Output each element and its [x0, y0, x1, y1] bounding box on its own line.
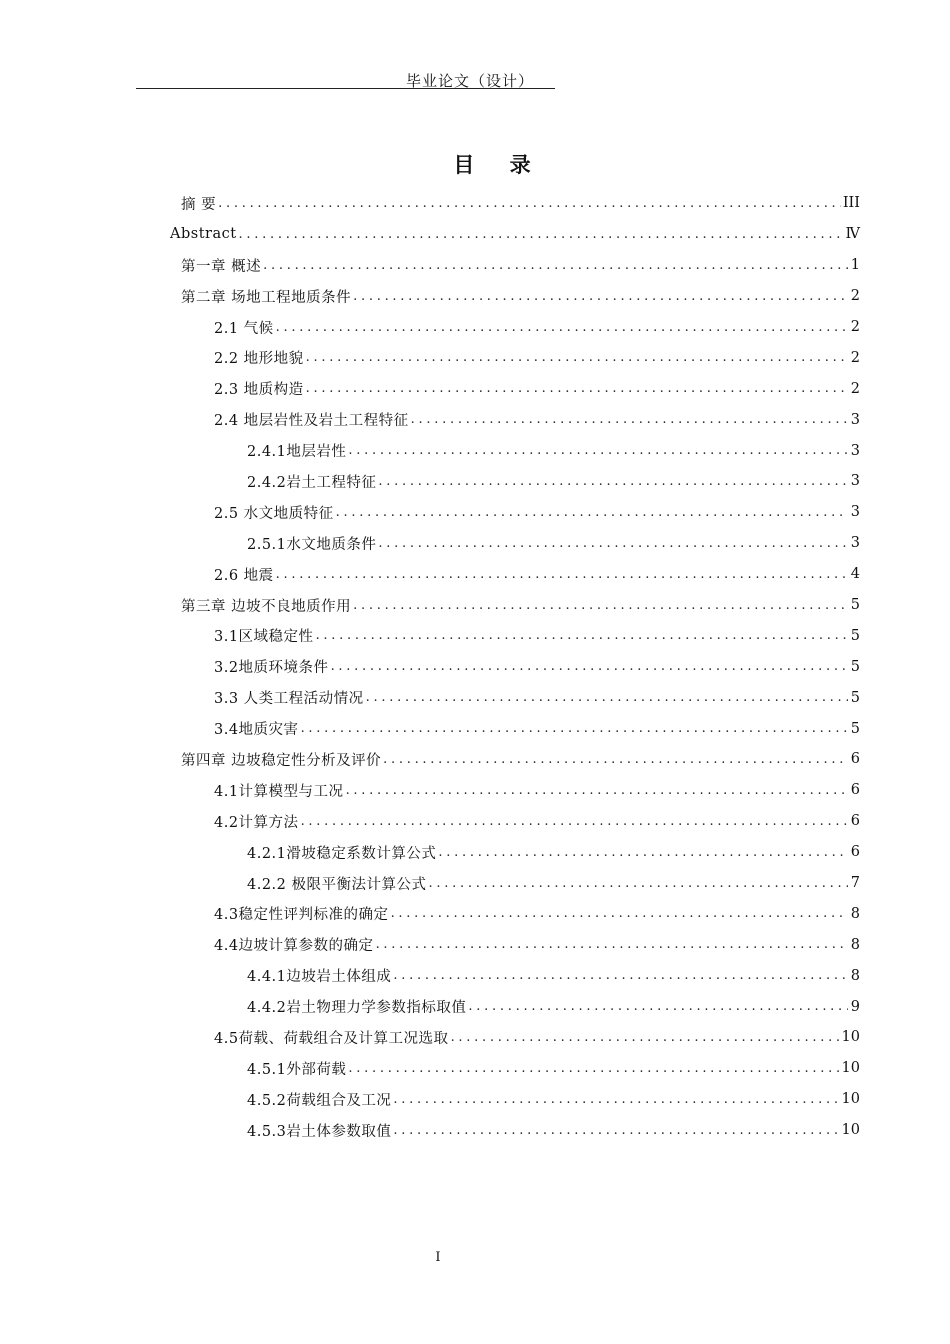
toc-leader-dots	[348, 1061, 839, 1076]
toc-leader-dots	[468, 999, 848, 1014]
toc-entry-label: 3.1区域稳定性	[214, 629, 314, 646]
toc-entry[interactable]	[0, 868, 950, 899]
toc-leader-dots	[429, 876, 848, 891]
toc-entry[interactable]	[0, 188, 950, 219]
toc-entry-label: 第二章 场地工程地质条件	[181, 289, 352, 306]
toc-title: 目 录	[453, 153, 545, 177]
toc-entry-label: 4.2计算方法	[214, 814, 299, 831]
toc-entry-label: 2.3 地质构造	[214, 382, 304, 399]
toc-entry-page: 3	[850, 411, 860, 428]
toc-entry[interactable]	[0, 775, 950, 806]
toc-entry-label: 2.5 水文地质特征	[214, 505, 334, 522]
toc-entry[interactable]	[0, 682, 950, 713]
toc-entry-label: 第三章 边坡不良地质作用	[181, 598, 352, 615]
toc-entry-label: 3.3 人类工程活动情况	[214, 691, 364, 708]
toc-entry-page: 2	[850, 349, 860, 366]
toc-entry-label: 4.5.3岩土体参数取值	[247, 1123, 392, 1140]
toc-entry-page: 8	[850, 905, 860, 922]
toc-entry-label: 4.5荷载、荷载组合及计算工况选取	[214, 1030, 449, 1047]
toc-entry-page: 3	[850, 473, 860, 490]
toc-entry-label: 第四章 边坡稳定性分析及评价	[181, 752, 382, 769]
toc-entry[interactable]	[0, 219, 950, 250]
toc-entry-page: 8	[850, 936, 860, 953]
toc-entry-page: 10	[841, 1122, 860, 1139]
toc-entry-page: 2	[850, 319, 860, 335]
toc-entry[interactable]	[0, 806, 950, 837]
toc-entry[interactable]	[0, 1115, 950, 1146]
toc-entry[interactable]	[0, 404, 950, 435]
toc-entry[interactable]	[0, 312, 950, 343]
toc-leader-dots	[411, 412, 848, 427]
toc-entry-page: 4	[850, 566, 860, 583]
toc-entry[interactable]	[0, 651, 950, 682]
toc-entry-page: 6	[850, 813, 860, 830]
running-header: 毕业论文（设计）	[405, 72, 534, 90]
toc-entry[interactable]	[0, 929, 950, 960]
toc-entry-page: 3	[850, 504, 860, 521]
toc-entry-label: 2.2 地形地貌	[214, 351, 304, 368]
toc-entry-label: 3.4地质灾害	[214, 722, 299, 739]
table-of-contents	[0, 188, 950, 1146]
toc-leader-dots	[218, 196, 841, 211]
toc-entry-label: 4.4.1边坡岩土体组成	[247, 969, 392, 986]
toc-leader-dots	[378, 474, 848, 489]
toc-entry[interactable]	[0, 744, 950, 775]
toc-entry-page: 8	[850, 967, 860, 984]
toc-leader-dots	[438, 845, 848, 860]
toc-entry-label: 2.4.2岩土工程特征	[247, 474, 377, 491]
toc-entry[interactable]	[0, 342, 950, 373]
toc-leader-dots	[276, 567, 848, 582]
toc-entry-page: 5	[850, 627, 860, 644]
toc-entry-page: 6	[850, 751, 860, 768]
toc-entry-label: 摘 要	[181, 196, 217, 213]
toc-entry-page: Ⅳ	[845, 226, 860, 243]
toc-leader-dots	[263, 258, 848, 273]
toc-entry[interactable]	[0, 991, 950, 1022]
toc-leader-dots	[378, 536, 848, 551]
toc-leader-dots	[276, 320, 848, 335]
toc-entry-page: 5	[850, 597, 860, 614]
toc-leader-dots	[451, 1030, 840, 1045]
toc-entry-page: III	[842, 195, 860, 212]
toc-leader-dots	[336, 505, 848, 520]
toc-entry-label: 4.5.2荷载组合及工况	[247, 1092, 392, 1109]
toc-leader-dots	[391, 906, 848, 921]
toc-entry-page: 6	[850, 844, 860, 861]
header-rule	[136, 88, 555, 89]
toc-entry-label: 2.5.1水文地质条件	[247, 536, 377, 553]
toc-entry-page: 1	[850, 257, 860, 274]
toc-entry-page: 2	[850, 288, 860, 305]
toc-entry[interactable]	[0, 281, 950, 312]
toc-entry[interactable]	[0, 620, 950, 651]
toc-leader-dots	[239, 227, 844, 242]
page-number: I	[435, 1250, 441, 1265]
toc-entry-page: 2	[850, 380, 860, 397]
toc-entry-page: 5	[850, 720, 860, 737]
toc-entry-label: 4.3稳定性评判标准的确定	[214, 907, 389, 924]
toc-entry[interactable]	[0, 435, 950, 466]
toc-leader-dots	[353, 289, 848, 304]
toc-leader-dots	[316, 628, 848, 643]
toc-entry-label: 2.6 地震	[214, 567, 274, 584]
toc-entry-label: 4.2.1滑坡稳定系数计算公式	[247, 845, 437, 862]
toc-entry-label: 2.4 地层岩性及岩土工程特征	[214, 413, 409, 430]
toc-leader-dots	[393, 1123, 839, 1138]
toc-entry[interactable]	[0, 466, 950, 497]
toc-leader-dots	[393, 968, 848, 983]
toc-leader-dots	[383, 752, 848, 767]
toc-leader-dots	[393, 1092, 839, 1107]
toc-entry[interactable]	[0, 373, 950, 404]
toc-entry-page: 3	[850, 535, 860, 552]
toc-entry-label: 4.2.2 极限平衡法计算公式	[247, 876, 427, 893]
toc-entry-page: 6	[850, 782, 860, 799]
toc-entry-page: 7	[850, 875, 860, 892]
toc-entry[interactable]	[0, 1084, 950, 1115]
toc-entry[interactable]	[0, 1022, 950, 1053]
toc-entry-page: 3	[850, 442, 860, 459]
toc-leader-dots	[301, 721, 848, 736]
toc-entry-label: 4.4.2岩土物理力学参数指标取值	[247, 1000, 467, 1017]
toc-leader-dots	[306, 350, 848, 365]
toc-entry[interactable]	[0, 713, 950, 744]
toc-entry[interactable]	[0, 250, 950, 281]
toc-entry-label: 3.2地质环境条件	[214, 660, 329, 677]
toc-entry-label: 第一章 概述	[181, 258, 262, 275]
toc-entry[interactable]	[0, 1053, 950, 1084]
toc-entry-page: 5	[850, 689, 860, 706]
toc-entry-label: 2.4.1地层岩性	[247, 444, 347, 461]
toc-leader-dots	[348, 443, 848, 458]
toc-entry-label: 4.4边坡计算参数的确定	[214, 938, 374, 955]
toc-leader-dots	[306, 381, 848, 396]
toc-leader-dots	[301, 814, 848, 829]
toc-entry[interactable]	[0, 497, 950, 528]
toc-entry[interactable]	[0, 837, 950, 868]
toc-entry-page: 10	[841, 1091, 860, 1108]
toc-entry-label: 2.1 气候	[214, 320, 274, 337]
toc-leader-dots	[346, 783, 848, 798]
toc-entry-page: 10	[841, 1029, 860, 1046]
toc-entry[interactable]	[0, 960, 950, 991]
toc-entry[interactable]	[0, 898, 950, 929]
toc-entry[interactable]	[0, 559, 950, 590]
toc-entry-page: 5	[850, 658, 860, 675]
toc-entry-label: 4.5.1外部荷载	[247, 1061, 347, 1078]
toc-entry[interactable]	[0, 528, 950, 559]
toc-leader-dots	[366, 690, 848, 705]
toc-entry-page: 9	[850, 998, 860, 1015]
toc-entry[interactable]	[0, 590, 950, 621]
toc-leader-dots	[376, 937, 848, 952]
toc-entry-label: Abstract	[170, 226, 237, 243]
toc-entry-label: 4.1计算模型与工况	[214, 783, 344, 800]
toc-leader-dots	[353, 598, 848, 613]
toc-entry-page: 10	[841, 1060, 860, 1077]
toc-leader-dots	[331, 659, 848, 674]
